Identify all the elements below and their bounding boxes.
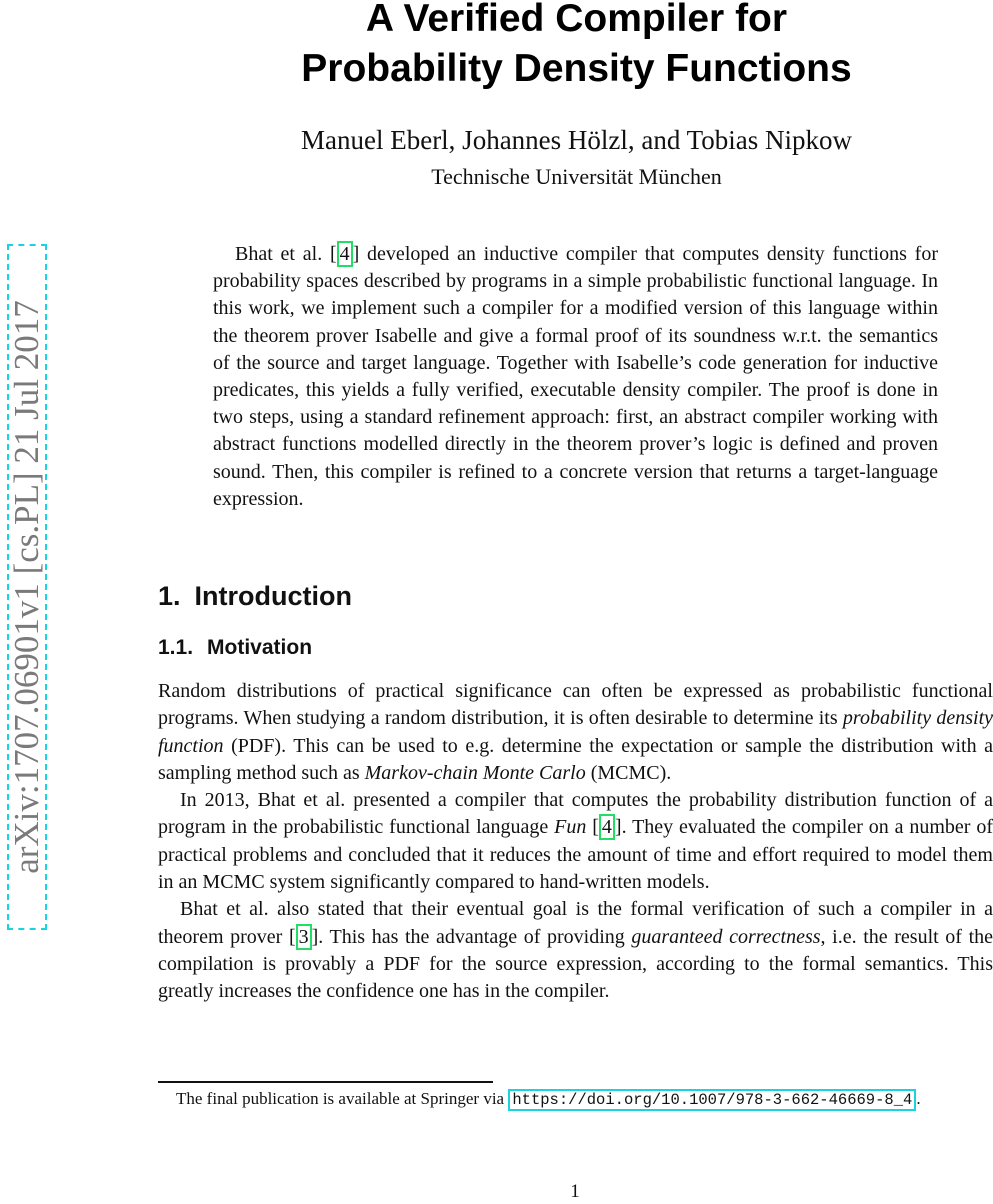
body-text — [158, 678, 993, 1006]
footnote-text: The final publication is available at Springer via — [176, 1089, 509, 1108]
paragraph-3 — [158, 896, 993, 1005]
p1-text-3: (MCMC). — [585, 761, 672, 784]
section-number: 1. — [158, 581, 181, 611]
title-line-1: A Verified Compiler for — [365, 0, 788, 40]
subsection-number: 1.1. — [158, 636, 194, 659]
subsection-title: Motivation — [207, 636, 313, 659]
p1-text-1: Random distributions of practical significance can often be expressed as probabilistic functional programs. When studying a random distribution, it is often desirable to determine its — [158, 680, 993, 730]
citation-link-4[interactable]: 4 — [337, 241, 353, 267]
section-heading-introduction — [158, 579, 352, 613]
p2-emphasis-1: Fun — [554, 816, 587, 839]
citation-link-4[interactable]: 4 — [599, 814, 615, 840]
footnote-end: . — [916, 1089, 921, 1108]
p3-emphasis-1: guaranteed correctness — [631, 925, 821, 948]
p1-emphasis-2: Markov-chain Monte Carlo — [364, 761, 586, 784]
citation-link-3[interactable]: 3 — [296, 924, 312, 950]
p3-text-1: Bhat et al. also stated that their eventual goal is the formal verification of such a compiler in a theorem prover [ — [158, 898, 993, 948]
p3-text-2: ]. This has the advantage of providing — [311, 925, 632, 948]
doi-link[interactable]: https://doi.org/10.1007/978-3-662-46669-8_4 — [508, 1089, 916, 1111]
abstract-text-rest: ] developed an inductive compiler that computes density functions for probability spaces described by programs in a simple probabilistic functional language. In this work, we implement such a compiler for a modified version of this language within the theorem prover Isabelle and give a formal proof of its soundness w.r.t. the semantics of the source and target language. Together with Isabelle’s code generation for inductive predicates, this yields a fully verified, executable density compiler. The proof is done in two steps, using a standard refinement approach: first, an abstract compiler working with abstract functions modelled directly in the theorem prover’s logic is defined and proven sound. Then, this compiler is refined to a concrete version that returns a target-language expression. — [213, 243, 938, 510]
paper-title — [160, 0, 993, 94]
title-line-2: Probability Density Functions — [301, 47, 852, 90]
paragraph-1 — [158, 678, 993, 787]
affiliation: Technische Universität München — [431, 164, 722, 189]
p2-text-2: [ — [586, 816, 599, 839]
author-list: Manuel Eberl, Johannes Hölzl, and Tobias Nipkow — [300, 125, 852, 155]
p2-text-1: In 2013, Bhat et al. presented a compiler that computes the probability distribution function of a program in the probabilistic functional language — [158, 789, 993, 839]
abstract-text-start: Bhat et al. [ — [235, 243, 337, 265]
abstract — [213, 241, 938, 513]
p1-emphasis-1: probability density function — [158, 707, 993, 757]
section-title: Introduction — [194, 581, 352, 611]
footnote — [158, 1087, 993, 1112]
arxiv-stamp-link[interactable]: arXiv:1707.06901v1 [cs.PL] 21 Jul 2017 — [7, 244, 47, 930]
page-number: 1 — [570, 1181, 580, 1202]
p1-text-2: (PDF). This can be used to e.g. determine the expectation or sample the distribution with a sampling method such as — [158, 734, 993, 784]
p3-text-3: , i.e. the result of the compilation is provably a PDF for the source expression, according to the formal semantics. This greatly increases the confidence one has in the compiler. — [158, 925, 993, 1003]
subsection-heading-motivation — [158, 634, 312, 662]
footnote-rule — [158, 1081, 493, 1083]
paragraph-2 — [158, 787, 993, 896]
p2-text-3: ]. They evaluated the compiler on a number of practical problems and concluded that it reduces the amount of time and effort required to model them in an MCMC system significantly compared to hand-written models. — [158, 816, 993, 894]
